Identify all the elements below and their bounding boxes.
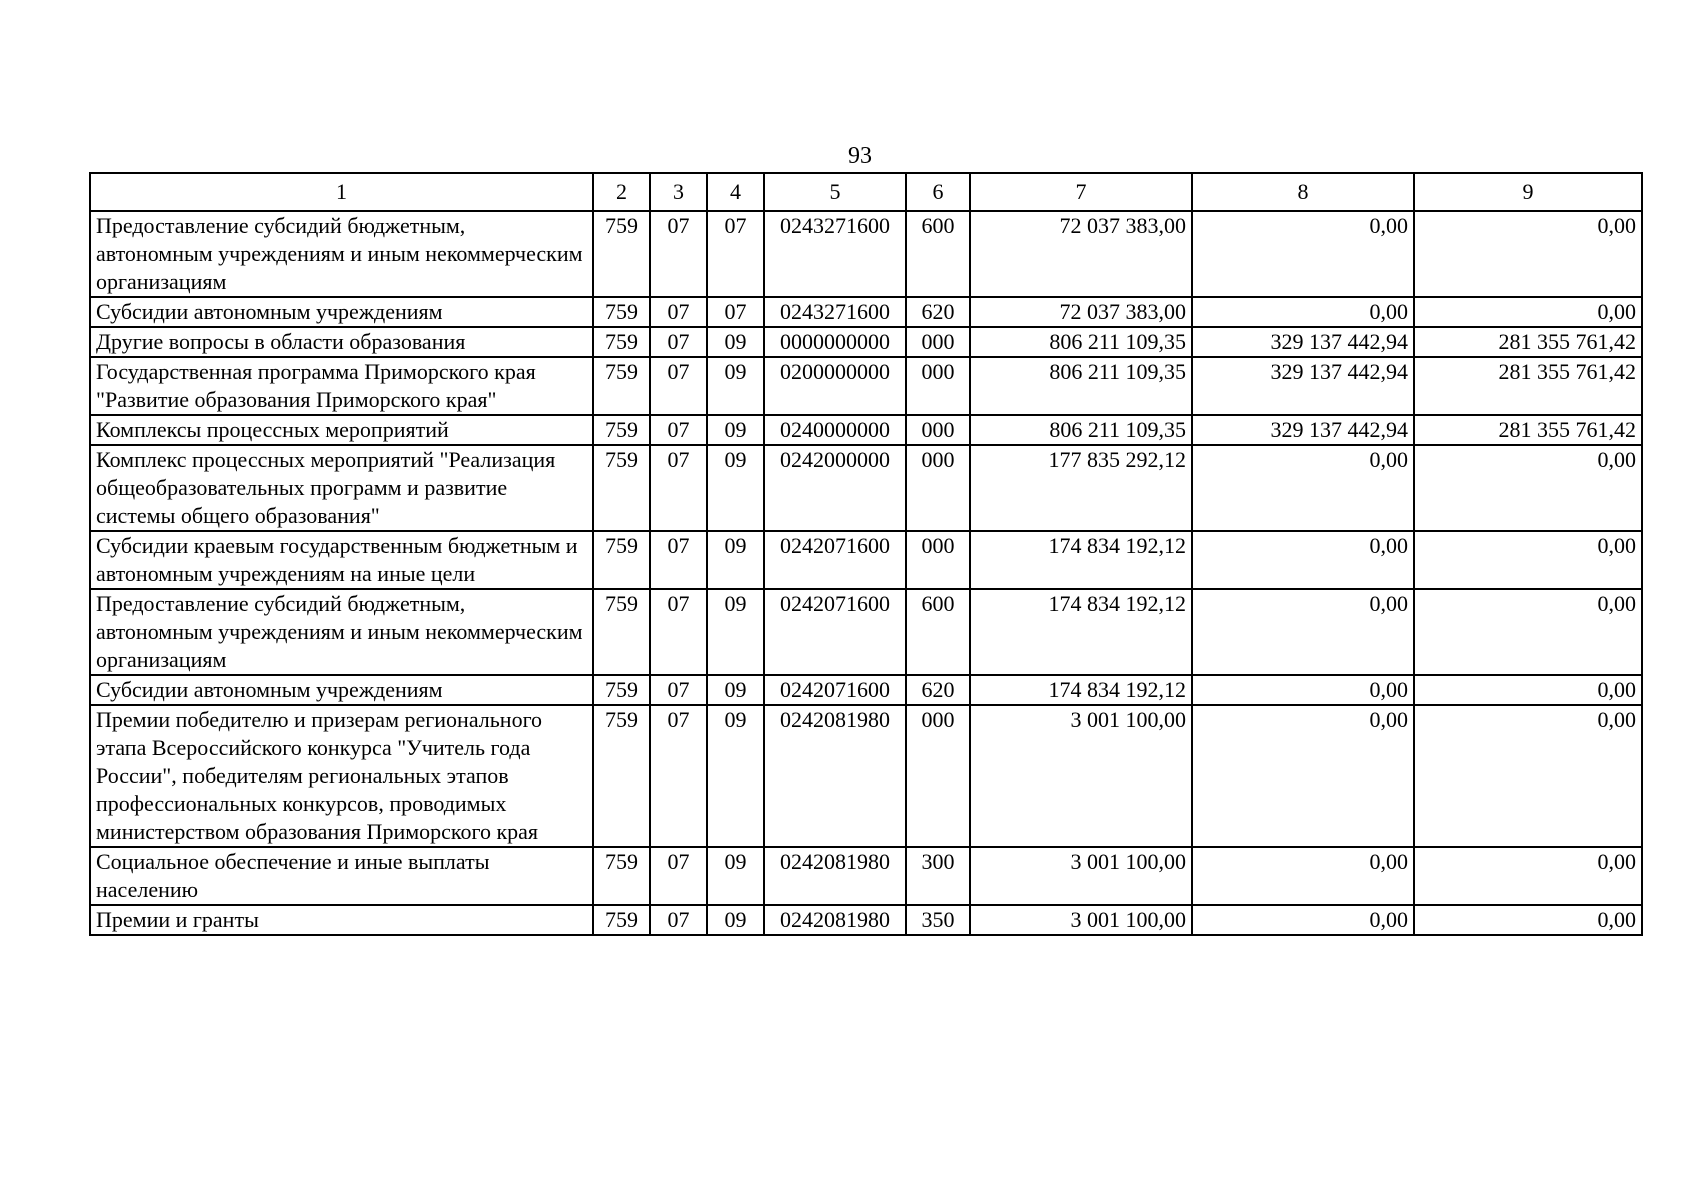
amount-col-7: 806 211 109,35 [970,357,1192,415]
amount-col-8: 329 137 442,94 [1192,357,1414,415]
amount-col-9: 0,00 [1414,445,1642,531]
amount-col-9: 281 355 761,42 [1414,357,1642,415]
amount-col-7: 3 001 100,00 [970,705,1192,847]
amount-col-9: 281 355 761,42 [1414,415,1642,445]
item-name: Субсидии автономным учреждениям [90,675,593,705]
amount-col-7: 177 835 292,12 [970,445,1192,531]
subsection-code: 09 [707,327,764,357]
amount-col-9: 0,00 [1414,905,1642,935]
subsection-code: 09 [707,589,764,675]
table-row [90,705,1642,847]
amount-col-7: 174 834 192,12 [970,589,1192,675]
item-name: Государственная программа Приморского края "Развитие образования Приморского края" [90,357,593,415]
expense-type-code: 620 [906,297,970,327]
ministry-code: 759 [593,531,650,589]
ministry-code: 759 [593,905,650,935]
table-row [90,415,1642,445]
column-header: 4 [707,173,764,211]
subsection-code: 09 [707,905,764,935]
column-header: 2 [593,173,650,211]
item-name: Премии и гранты [90,905,593,935]
budget-table [89,172,1643,936]
amount-col-8: 0,00 [1192,297,1414,327]
expense-type-code: 000 [906,705,970,847]
column-header: 9 [1414,173,1642,211]
ministry-code: 759 [593,445,650,531]
amount-col-8: 0,00 [1192,847,1414,905]
column-header: 3 [650,173,707,211]
page-number: 93 [848,143,872,169]
item-name: Предоставление субсидий бюджетным, автономным учреждениям и иным некоммерческим организациям [90,589,593,675]
column-header: 8 [1192,173,1414,211]
item-name: Предоставление субсидий бюджетным, автономным учреждениям и иным некоммерческим организациям [90,211,593,297]
amount-col-8: 0,00 [1192,589,1414,675]
target-article-code: 0200000000 [764,357,906,415]
item-name: Субсидии автономным учреждениям [90,297,593,327]
section-code: 07 [650,445,707,531]
amount-col-9: 0,00 [1414,297,1642,327]
expense-type-code: 000 [906,445,970,531]
ministry-code: 759 [593,357,650,415]
section-code: 07 [650,297,707,327]
target-article-code: 0242071600 [764,675,906,705]
amount-col-8: 329 137 442,94 [1192,327,1414,357]
amount-col-7: 174 834 192,12 [970,675,1192,705]
expense-type-code: 300 [906,847,970,905]
item-name: Премии победителю и призерам регионального этапа Всероссийского конкурса "Учитель года России", победителям региональных этапов профессиональных конкурсов, проводимых министерством образования Приморского края [90,705,593,847]
expense-type-code: 000 [906,357,970,415]
item-name: Субсидии краевым государственным бюджетным и автономным учреждениям на иные цели [90,531,593,589]
amount-col-9: 0,00 [1414,589,1642,675]
section-code: 07 [650,531,707,589]
subsection-code: 07 [707,211,764,297]
table-row [90,445,1642,531]
section-code: 07 [650,847,707,905]
amount-col-8: 0,00 [1192,445,1414,531]
column-header: 6 [906,173,970,211]
subsection-code: 09 [707,705,764,847]
target-article-code: 0242071600 [764,531,906,589]
ministry-code: 759 [593,415,650,445]
amount-col-9: 0,00 [1414,675,1642,705]
amount-col-7: 174 834 192,12 [970,531,1192,589]
amount-col-7: 72 037 383,00 [970,211,1192,297]
item-name: Социальное обеспечение и иные выплаты населению [90,847,593,905]
ministry-code: 759 [593,675,650,705]
item-name: Комплекс процессных мероприятий "Реализация общеобразовательных программ и развитие системы общего образования" [90,445,593,531]
expense-type-code: 000 [906,327,970,357]
target-article-code: 0242081980 [764,905,906,935]
amount-col-7: 3 001 100,00 [970,847,1192,905]
table-row [90,589,1642,675]
subsection-code: 09 [707,847,764,905]
target-article-code: 0240000000 [764,415,906,445]
section-code: 07 [650,705,707,847]
subsection-code: 09 [707,531,764,589]
amount-col-8: 0,00 [1192,905,1414,935]
amount-col-9: 0,00 [1414,531,1642,589]
section-code: 07 [650,357,707,415]
target-article-code: 0000000000 [764,327,906,357]
section-code: 07 [650,589,707,675]
section-code: 07 [650,415,707,445]
section-code: 07 [650,675,707,705]
table-row [90,211,1642,297]
ministry-code: 759 [593,297,650,327]
table-row [90,327,1642,357]
subsection-code: 09 [707,445,764,531]
ministry-code: 759 [593,327,650,357]
expense-type-code: 600 [906,211,970,297]
target-article-code: 0242081980 [764,705,906,847]
column-header: 5 [764,173,906,211]
amount-col-7: 806 211 109,35 [970,327,1192,357]
column-header: 7 [970,173,1192,211]
expense-type-code: 600 [906,589,970,675]
target-article-code: 0242081980 [764,847,906,905]
amount-col-7: 3 001 100,00 [970,905,1192,935]
amount-col-9: 0,00 [1414,211,1642,297]
section-code: 07 [650,905,707,935]
section-code: 07 [650,327,707,357]
amount-col-8: 0,00 [1192,531,1414,589]
table-row [90,531,1642,589]
amount-col-8: 0,00 [1192,675,1414,705]
table-row [90,675,1642,705]
subsection-code: 09 [707,357,764,415]
column-number-row [90,173,1642,211]
ministry-code: 759 [593,211,650,297]
item-name: Комплексы процессных мероприятий [90,415,593,445]
subsection-code: 09 [707,415,764,445]
target-article-code: 0242071600 [764,589,906,675]
column-header: 1 [90,173,593,211]
target-article-code: 0243271600 [764,211,906,297]
ministry-code: 759 [593,589,650,675]
subsection-code: 07 [707,297,764,327]
section-code: 07 [650,211,707,297]
amount-col-9: 0,00 [1414,705,1642,847]
amount-col-8: 0,00 [1192,705,1414,847]
amount-col-7: 806 211 109,35 [970,415,1192,445]
expense-type-code: 620 [906,675,970,705]
amount-col-8: 0,00 [1192,211,1414,297]
amount-col-7: 72 037 383,00 [970,297,1192,327]
ministry-code: 759 [593,705,650,847]
amount-col-8: 329 137 442,94 [1192,415,1414,445]
target-article-code: 0242000000 [764,445,906,531]
table-row [90,297,1642,327]
table-row [90,847,1642,905]
expense-type-code: 350 [906,905,970,935]
expense-type-code: 000 [906,415,970,445]
subsection-code: 09 [707,675,764,705]
ministry-code: 759 [593,847,650,905]
amount-col-9: 0,00 [1414,847,1642,905]
target-article-code: 0243271600 [764,297,906,327]
table-row [90,905,1642,935]
amount-col-9: 281 355 761,42 [1414,327,1642,357]
table-row [90,357,1642,415]
item-name: Другие вопросы в области образования [90,327,593,357]
expense-type-code: 000 [906,531,970,589]
